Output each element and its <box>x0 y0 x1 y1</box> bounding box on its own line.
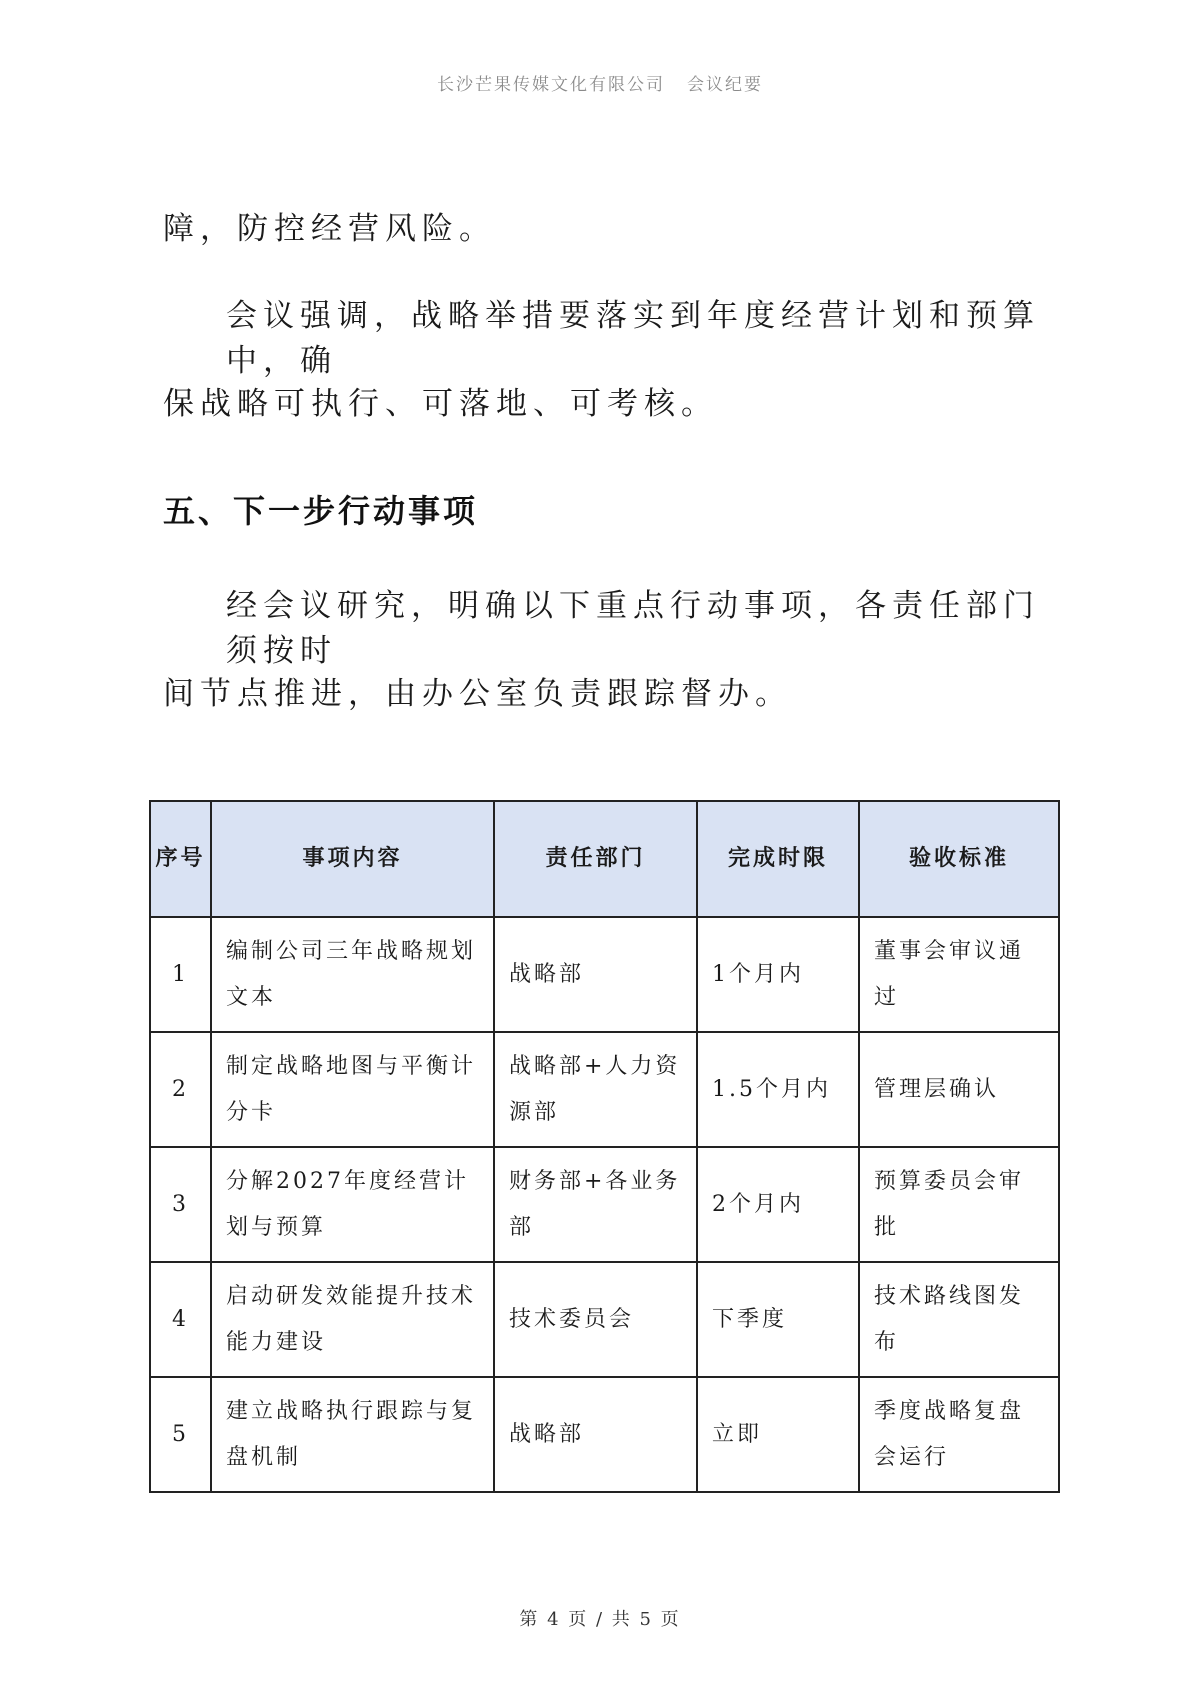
cell-deadline: 下季度 <box>697 1262 859 1377</box>
header-doc-type: 会议纪要 <box>687 75 763 95</box>
cell-content: 编制公司三年战略规划文本 <box>211 917 494 1032</box>
header-deadline: 完成时限 <box>697 801 859 917</box>
body-line-3: 保战略可执行、可落地、可考核。 <box>163 386 718 422</box>
cell-criteria: 季度战略复盘会运行 <box>859 1377 1059 1492</box>
cell-dept: 战略部+人力资源部 <box>494 1032 697 1147</box>
action-items-table <box>149 800 1060 1493</box>
table-row <box>150 1147 1059 1262</box>
body-line-5: 间节点推进，由办公室负责跟踪督办。 <box>163 676 792 712</box>
cell-criteria: 预算委员会审批 <box>859 1147 1059 1262</box>
cell-dept: 战略部 <box>494 917 697 1032</box>
table-row <box>150 917 1059 1032</box>
header-dept: 责任部门 <box>494 801 697 917</box>
body-line-4: 经会议研究，明确以下重点行动事项，各责任部门须按时 <box>226 588 1040 669</box>
cell-dept: 财务部+各业务部 <box>494 1147 697 1262</box>
cell-content: 建立战略执行跟踪与复盘机制 <box>211 1377 494 1492</box>
page-number-label: 第 4 页 / 共 5 页 <box>519 1609 681 1630</box>
cell-seq: 4 <box>150 1262 211 1377</box>
cell-dept: 技术委员会 <box>494 1262 697 1377</box>
page-header <box>0 70 1200 95</box>
cell-deadline: 立即 <box>697 1377 859 1492</box>
cell-seq: 5 <box>150 1377 211 1492</box>
table-row <box>150 1262 1059 1377</box>
table-header-row <box>150 801 1059 917</box>
cell-seq: 1 <box>150 917 211 1032</box>
body-line-1: 障，防控经营风险。 <box>163 211 496 247</box>
section-title: 五、下一步行动事项 <box>163 492 479 530</box>
body-line-2: 会议强调，战略举措要落实到年度经营计划和预算中，确 <box>226 298 1040 379</box>
cell-seq: 3 <box>150 1147 211 1262</box>
cell-deadline: 1个月内 <box>697 917 859 1032</box>
header-content: 事项内容 <box>211 801 494 917</box>
cell-deadline: 1.5个月内 <box>697 1032 859 1147</box>
cell-deadline: 2个月内 <box>697 1147 859 1262</box>
cell-content: 制定战略地图与平衡计分卡 <box>211 1032 494 1147</box>
header-criteria: 验收标准 <box>859 801 1059 917</box>
table-row <box>150 1032 1059 1147</box>
cell-seq: 2 <box>150 1032 211 1147</box>
header-seq: 序号 <box>150 801 211 917</box>
header-company: 长沙芒果传媒文化有限公司 <box>437 75 665 95</box>
cell-criteria: 董事会审议通过 <box>859 917 1059 1032</box>
table-row <box>150 1377 1059 1492</box>
cell-criteria: 管理层确认 <box>859 1032 1059 1147</box>
cell-criteria: 技术路线图发布 <box>859 1262 1059 1377</box>
page-footer <box>0 1605 1200 1631</box>
cell-dept: 战略部 <box>494 1377 697 1492</box>
cell-content: 启动研发效能提升技术能力建设 <box>211 1262 494 1377</box>
cell-content: 分解2027年度经营计划与预算 <box>211 1147 494 1262</box>
